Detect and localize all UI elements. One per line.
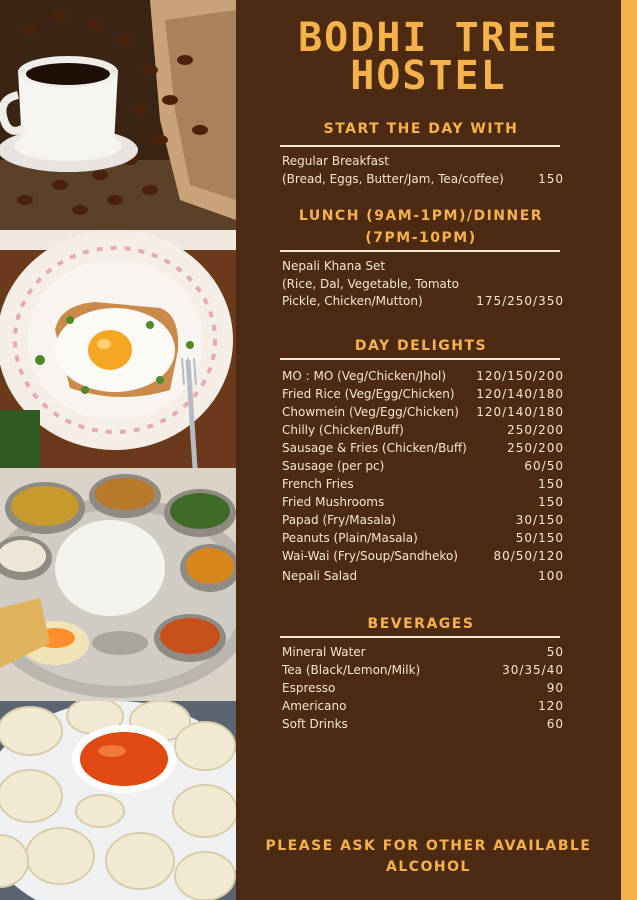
item-price: 150 (538, 495, 564, 509)
menu-item (282, 661, 564, 679)
hostel-title-line1: BODHI TREE (298, 15, 559, 61)
item-price: 250/200 (507, 441, 564, 455)
item-price: 60/50 (524, 459, 564, 473)
item-name: Peanuts (Plain/Masala) (282, 531, 418, 545)
item-price: 100 (538, 569, 564, 583)
item-price: 120/140/180 (476, 405, 564, 419)
item-price: 250/200 (507, 423, 564, 437)
item-price: 150 (538, 172, 564, 186)
menu-item (282, 715, 564, 733)
item-name: Espresso (282, 681, 336, 695)
menu-item (282, 567, 564, 585)
item-name: Mineral Water (282, 645, 366, 659)
item-name: Chilly (Chicken/Buff) (282, 423, 404, 437)
menu-item (282, 367, 564, 385)
item-name: French Fries (282, 477, 354, 491)
menu-item (282, 385, 564, 403)
day-delights-heading: DAY DELIGHTS (354, 338, 488, 354)
item-price: 30/150 (515, 513, 564, 527)
egg-toast-photo (0, 230, 236, 468)
item-price: 175/250/350 (476, 294, 564, 308)
item-name: Sausage (per pc) (282, 459, 385, 473)
item-name: Regular Breakfast (282, 154, 389, 168)
item-price: 50 (546, 645, 564, 659)
item-price: 90 (546, 681, 564, 695)
lunch-divider (280, 250, 560, 252)
item-price: 50/150 (515, 531, 564, 545)
menu-panel (236, 0, 621, 900)
footer-line1: PLEASE ASK FOR OTHER AVAILABLE (265, 838, 592, 854)
item-name: Fried Rice (Veg/Egg/Chicken) (282, 387, 455, 401)
menu-item (282, 697, 564, 715)
menu-item (282, 421, 564, 439)
item-name: Tea (Black/Lemon/Milk) (282, 663, 421, 677)
lunch-heading-line2: (7PM-10PM) (365, 230, 477, 246)
item-name: Wai-Wai (Fry/Soup/Sandheko) (282, 549, 458, 563)
item-name: Americano (282, 699, 347, 713)
breakfast-divider (280, 145, 560, 147)
item-price: 60 (546, 717, 564, 731)
item-name: (Bread, Eggs, Butter/Jam, Tea/coffee) (282, 172, 504, 186)
menu-item (282, 529, 564, 547)
item-name: Papad (Fry/Masala) (282, 513, 396, 527)
item-name: Pickle, Chicken/Mutton) (282, 294, 423, 308)
item-name: MO : MO (Veg/Chicken/Jhol) (282, 369, 447, 383)
menu-item (282, 403, 564, 421)
item-price: 120/150/200 (476, 369, 564, 383)
item-price: 30/35/40 (502, 663, 564, 677)
item-name: Nepali Salad (282, 569, 358, 583)
item-price: 150 (538, 477, 564, 491)
accent-strip (621, 0, 637, 900)
menu-item (282, 511, 564, 529)
menu-item (282, 292, 564, 310)
menu-item (282, 643, 564, 661)
menu-item (282, 439, 564, 457)
item-price: 120/140/180 (476, 387, 564, 401)
item-name: Sausage & Fries (Chicken/Buff) (282, 441, 467, 455)
beverages-heading: BEVERAGES (367, 616, 475, 632)
momo-photo (0, 701, 236, 900)
menu-item (282, 152, 564, 170)
coffee-beans-photo (0, 0, 236, 230)
item-name: Chowmein (Veg/Egg/Chicken) (282, 405, 459, 419)
footer-line2: ALCOHOL (386, 859, 471, 875)
item-name: Soft Drinks (282, 717, 348, 731)
hostel-title-line2: HOSTEL (350, 53, 507, 99)
menu-item (282, 257, 564, 275)
menu-item (282, 457, 564, 475)
beverages-divider (280, 636, 560, 638)
item-name: Fried Mushrooms (282, 495, 385, 509)
menu-item (282, 275, 564, 293)
menu-item (282, 547, 564, 565)
day-delights-divider (280, 358, 560, 360)
menu-item (282, 679, 564, 697)
lunch-heading-line1: LUNCH (9AM-1PM)/DINNER (298, 208, 544, 224)
photo-column (0, 0, 236, 900)
item-price: 80/50/120 (493, 549, 564, 563)
menu-item (282, 475, 564, 493)
menu-item (282, 170, 564, 188)
item-price: 120 (538, 699, 564, 713)
nepali-thali-photo (0, 468, 236, 701)
item-name: (Rice, Dal, Vegetable, Tomato (282, 277, 459, 291)
breakfast-heading: START THE DAY WITH (323, 121, 519, 137)
menu-item (282, 493, 564, 511)
item-name: Nepali Khana Set (282, 259, 386, 273)
